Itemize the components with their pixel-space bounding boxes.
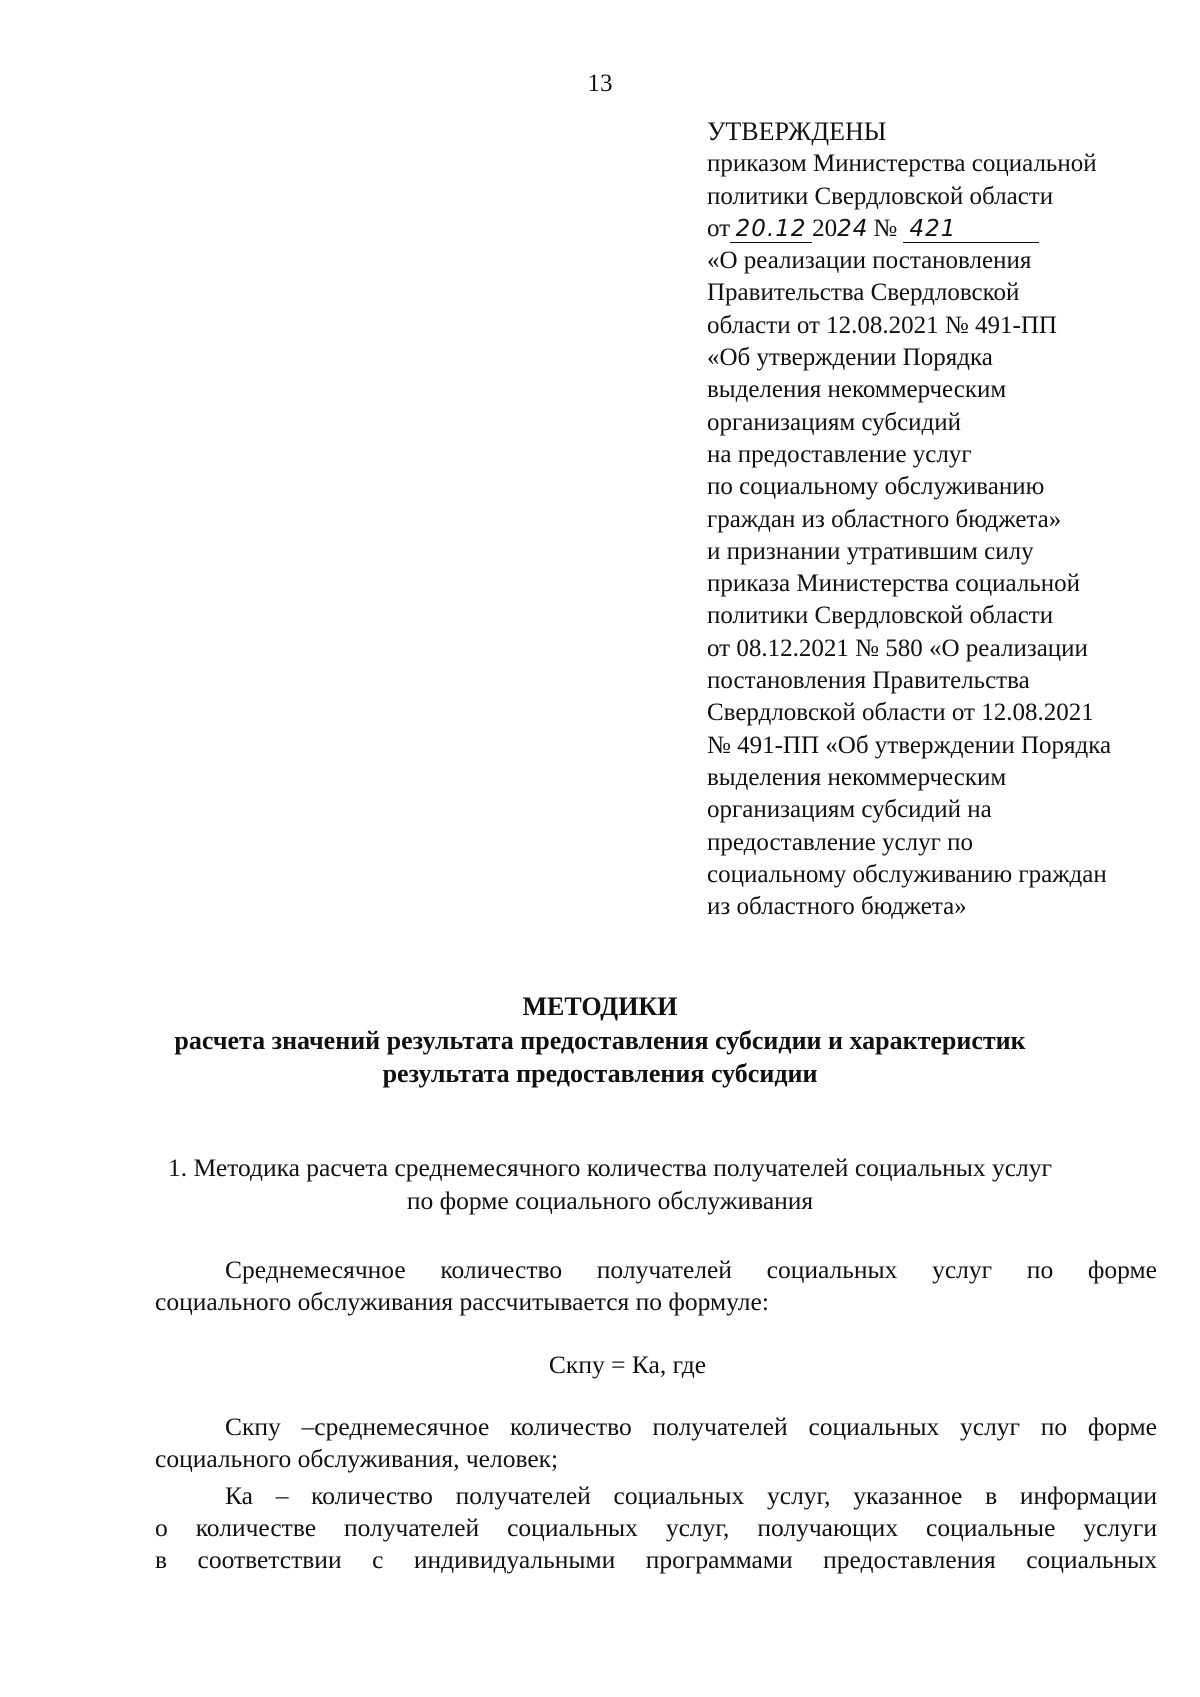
approval-line: граждан из областного бюджета» — [707, 505, 1062, 533]
handwritten-date: 20.12 — [730, 216, 812, 243]
document-title: МЕТОДИКИ — [522, 992, 678, 1021]
approval-line: социальному обслуживанию граждан — [707, 860, 1107, 888]
approval-line: и признании утратившим силу — [707, 537, 1034, 565]
approval-line: Правительства Свердловской — [707, 279, 1020, 307]
date-prefix: от — [707, 214, 731, 242]
section-heading: 1. Методика расчета среднемесячного количества получателей социальных услуг — [168, 1153, 1052, 1182]
page-number: 13 — [587, 70, 613, 97]
paragraph-line: социального обслуживания, человек; — [155, 1444, 559, 1473]
approval-line: выделения некоммерческим — [707, 763, 1007, 791]
paragraph-line: социального обслуживания рассчитывается по формуле: — [155, 1287, 769, 1316]
section-heading: по форме социального обслуживания — [406, 1186, 814, 1215]
document-subtitle-line: результата предоставления субсидии — [382, 1059, 818, 1088]
paragraph-line: в соответствии с индивидуальными программами предоставления социальных — [155, 1545, 1157, 1574]
approval-line: постановления Правительства — [707, 667, 1030, 695]
approval-date-line — [707, 213, 1177, 245]
paragraph-line: Ка – количество получателей социальных услуг, указанное в информации — [225, 1481, 1157, 1510]
approval-line: приказом Министерства социальной — [707, 150, 1097, 178]
document-subtitle-line: расчета значений результата предоставления субсидии и характеристик — [174, 1026, 1026, 1055]
approval-line: предоставление услуг по — [707, 828, 974, 856]
approval-line: на предоставление услуг — [707, 440, 972, 468]
paragraph — [155, 1255, 1157, 1319]
paragraph-line: Скпу –среднемесячное количество получателей социальных услуг по форме — [225, 1412, 1157, 1441]
approval-line: по социальному обслуживанию — [707, 473, 1045, 501]
approval-line: № 491-ПП «Об утверждении Порядка — [707, 731, 1112, 759]
handwritten-order-number: 421 — [903, 216, 1039, 243]
approval-line: «Об утверждении Порядка — [707, 344, 993, 372]
paragraph — [155, 1481, 1157, 1577]
approval-stamp-block — [707, 116, 1177, 923]
approval-line: Свердловской области от 12.08.2021 — [707, 699, 1094, 727]
approval-line: от 08.12.2021 № 580 «О реализации — [707, 634, 1088, 662]
approval-line: из областного бюджета» — [707, 893, 967, 921]
approval-line: выделения некоммерческим — [707, 376, 1007, 404]
year-prefix: 20 — [812, 214, 838, 242]
number-sign: № — [873, 214, 898, 242]
approval-line: области от 12.08.2021 № 491-ПП — [707, 311, 1057, 339]
approval-line: политики Свердловской области — [707, 182, 1054, 210]
approval-line: приказа Министерства социальной — [707, 570, 1080, 598]
paragraph-line: о количестве получателей социальных услуг, получающих социальные услуги — [155, 1513, 1157, 1542]
approval-line: «О реализации постановления — [707, 247, 1032, 275]
approval-heading: УТВЕРЖДЕНЫ — [707, 117, 887, 146]
approval-line: организациям субсидий — [707, 408, 962, 436]
approval-line: организациям субсидий на — [707, 796, 992, 824]
approval-line: политики Свердловской области — [707, 602, 1054, 630]
handwritten-year: 24 — [837, 215, 869, 242]
paragraph — [155, 1412, 1157, 1476]
paragraph-line: Среднемесячное количество получателей социальных услуг по форме — [225, 1255, 1157, 1284]
formula: Скпу = Ка, где — [548, 1350, 707, 1379]
